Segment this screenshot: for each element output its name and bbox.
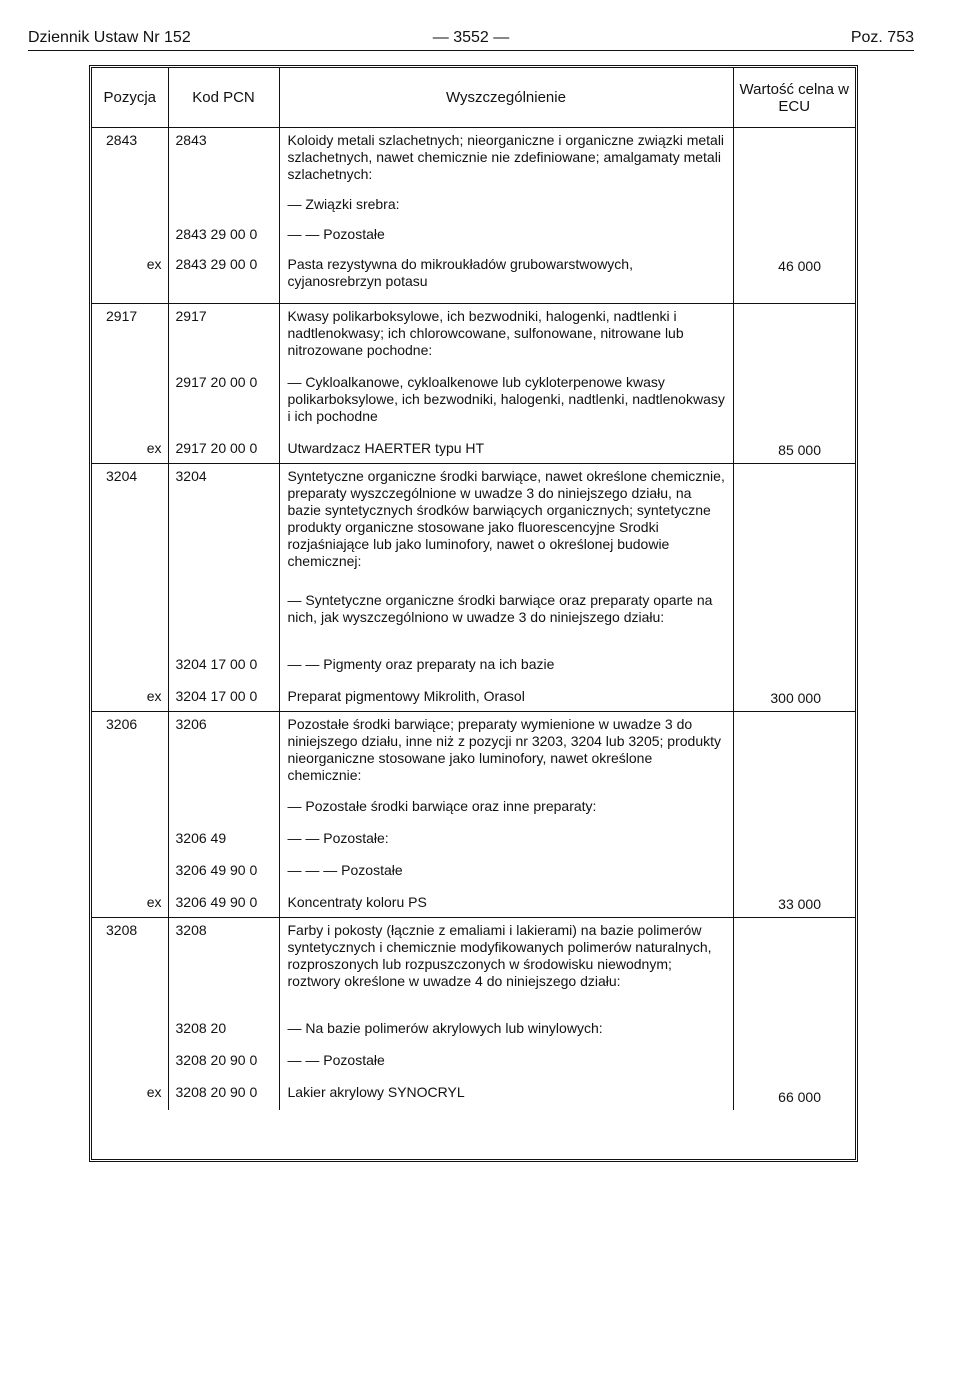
cell-kod [168,794,279,826]
cell-kod: 2917 20 00 0 [168,370,279,436]
cell-pozycja: ex [92,684,168,712]
cell-pozycja: ex [92,436,168,464]
cell-description: Kwasy polikarboksylowe, ich bezwodniki, halogenki, nadtlenki i nadtlenokwasy; ich chlorowcowane, sulfonowane, nitrowane lub nitrozowane pochodne: [279,304,733,370]
table-row [92,858,855,890]
cell-description: Preparat pigmentowy Mikrolith, Orasol [279,684,733,712]
cell-description: Koloidy metali szlachetnych; nieorganiczne i organiczne związki metali szlachetnych, nawet chemicznie nie zdefiniowane; amalgamaty metali szlachetnych: [279,128,733,192]
cell-pozycja: 3208 [106,922,138,938]
cell-kod: 3206 [168,712,279,794]
cell-value [733,464,855,588]
cell-pozycja [92,652,168,684]
cell-kod [168,192,279,222]
cell-description: — — Pigmenty oraz preparaty na ich bazie [279,652,733,684]
cell-pozycja [92,1016,168,1048]
journal-title: Dziennik Ustaw Nr 152 [28,29,191,46]
cell-pozycja [92,858,168,890]
cell-value [733,222,855,252]
cell-pozycja [92,1048,168,1080]
cell-description: Syntetyczne organiczne środki barwiące, nawet określone chemicznie, preparaty wyszczególnione w uwadze 3 do niniejszego działu, na bazie syntetycznych środków barwiących organicznych; syntetyczne produkty organiczne stosowane jako fluorescencyjne Srodki rozjaśniające lub jako luminofory, nawet o określonej budowie chemicznej: [279,464,733,588]
table-row [92,304,855,370]
cell-value [733,304,855,370]
table-row [92,192,855,222]
cell-value: 66 000 [733,1080,855,1110]
cell-pozycja: ex [92,252,168,304]
cell-kod: 3206 49 [168,826,279,858]
cell-kod: 3206 49 90 0 [168,858,279,890]
cell-kod: 3208 20 90 0 [168,1048,279,1080]
cell-description: — Cykloalkanowe, cykloalkenowe lub cykloterpenowe kwasy polikarboksylowe, ich bezwodniki, halogenki, nadtlenki, nadtlenokwasy i ich pochodne [279,370,733,436]
col-header-wartosc-celna: Wartość celna w ECU [733,68,855,128]
table-row [92,1080,855,1110]
cell-value [733,588,855,652]
col-header-kod-pcn: Kod PCN [168,68,279,128]
cell-kod: 2917 [168,304,279,370]
cell-description: — — Pozostałe [279,1048,733,1080]
table-row [92,1016,855,1048]
table-row [92,128,855,192]
cell-kod: 2843 29 00 0 [168,252,279,304]
cell-pozycja [92,794,168,826]
header-rule [28,50,914,51]
cell-pozycja: 2917 [106,308,138,324]
cell-kod: 2843 [168,128,279,192]
cell-description: — Na bazie polimerów akrylowych lub winylowych: [279,1016,733,1048]
table-row [92,370,855,436]
cell-value [733,1016,855,1048]
cell-description: — Syntetyczne organiczne środki barwiące oraz preparaty oparte na nich, jak wyszczególniono w uwadze 3 do niniejszego działu: [279,588,733,652]
cell-description: Lakier akrylowy SYNOCRYL [279,1080,733,1110]
cell-value [733,794,855,826]
cell-description: Farby i pokosty (łącznie z emaliami i lakierami) na bazie polimerów syntetycznych i chemicznie modyfikowanych polimerów naturalnych, rozproszonych lub rozpuszczonych w środowisku niewodnym; roztwory określone w uwadze 4 do niniejszego działu: [279,918,733,1016]
table-row [92,826,855,858]
table-row [92,464,855,588]
cell-kod [168,588,279,652]
cell-value [733,918,855,1016]
cell-pozycja: 2843 [106,132,138,148]
cell-pozycja [92,588,168,652]
table-row [92,588,855,652]
cell-value [733,128,855,192]
cell-value: 85 000 [733,436,855,464]
cell-description: — — Pozostałe: [279,826,733,858]
table-row [92,712,855,794]
cell-pozycja: 3206 [106,716,138,732]
cell-value [733,1048,855,1080]
cell-value [733,370,855,436]
cell-value [733,712,855,794]
cell-kod: 3208 [168,918,279,1016]
table-row [92,794,855,826]
table-row [92,652,855,684]
cell-pozycja [92,826,168,858]
cell-pozycja: ex [92,890,168,918]
cell-description: — Pozostałe środki barwiące oraz inne preparaty: [279,794,733,826]
page-header [28,24,914,52]
table-row [92,252,855,304]
page-number: — 3552 — [432,29,510,46]
table-row [92,684,855,712]
cell-pozycja: 3204 [106,468,138,484]
cell-kod: 3204 [168,464,279,588]
table-row [92,890,855,918]
cell-description: Utwardzacz HAERTER typu HT [279,436,733,464]
cell-kod: 3206 49 90 0 [168,890,279,918]
cell-value: 33 000 [733,890,855,918]
cell-kod: 2917 20 00 0 [168,436,279,464]
table-row [92,918,855,1016]
cell-description: — Związki srebra: [279,192,733,222]
tariff-table-frame [89,65,858,1162]
tariff-table [92,68,855,1110]
cell-description: — — — Pozostałe [279,858,733,890]
cell-value [733,192,855,222]
table-row [92,1048,855,1080]
table-header-row [92,68,855,128]
cell-pozycja: ex [146,1083,162,1100]
cell-value: 46 000 [733,252,855,304]
cell-description: Koncentraty koloru PS [279,890,733,918]
cell-pozycja [92,370,168,436]
position-number: Poz. 753 [850,29,914,46]
cell-value [733,652,855,684]
cell-description: — — Pozostałe [279,222,733,252]
cell-value [733,858,855,890]
cell-pozycja [92,222,168,252]
cell-value [733,826,855,858]
cell-kod: 3208 20 [168,1016,279,1048]
cell-description: Pasta rezystywna do mikroukładów grubowarstwowych, cyjanosrebrzyn potasu [279,252,733,304]
table-row [92,222,855,252]
cell-description: Pozostałe środki barwiące; preparaty wymienione w uwadze 3 do niniejszego działu, inne niż z pozycji nr 3203, 3204 lub 3205; produkty nieorganiczne stosowane jako luminofory, nawet określone chemicznie: [279,712,733,794]
table-row [92,436,855,464]
col-header-pozycja: Pozycja [92,68,168,128]
cell-pozycja [92,192,168,222]
cell-kod: 3204 17 00 0 [168,684,279,712]
cell-kod: 3208 20 90 0 [168,1080,279,1110]
cell-value: 300 000 [733,684,855,712]
col-header-wyszczegolnienie: Wyszczególnienie [279,68,733,128]
cell-kod: 2843 29 00 0 [168,222,279,252]
cell-kod: 3204 17 00 0 [168,652,279,684]
